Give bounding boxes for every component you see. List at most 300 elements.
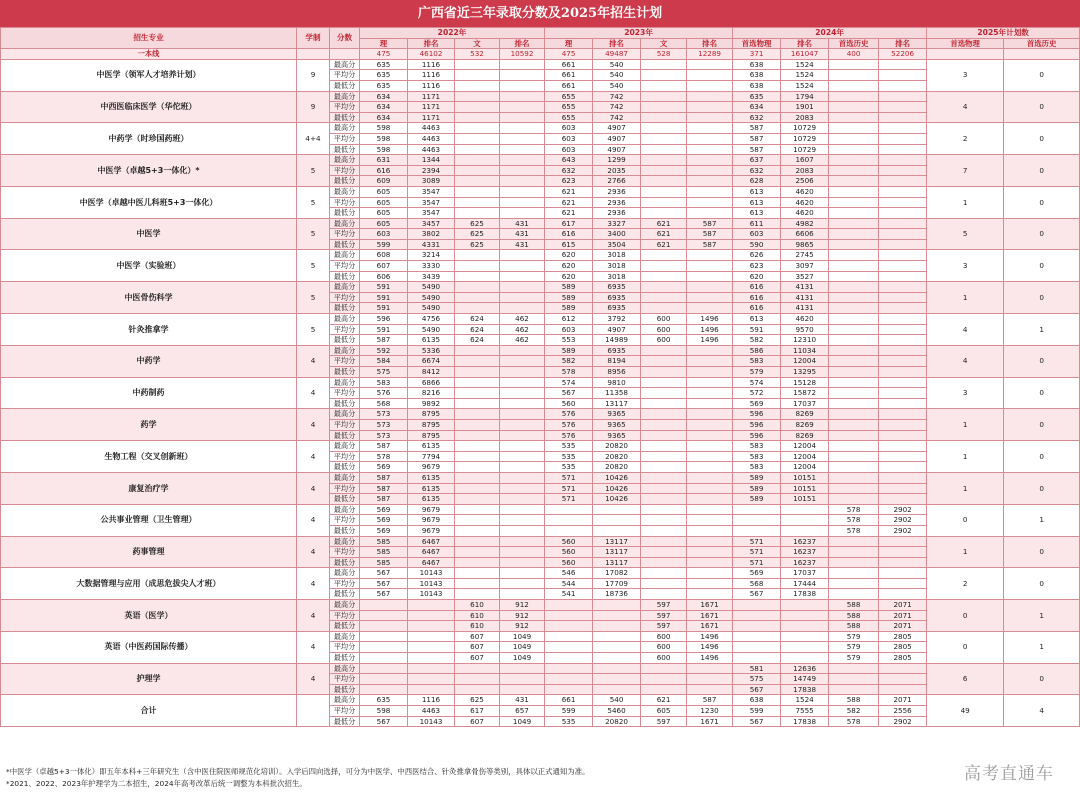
major-duration: 5: [297, 250, 330, 282]
score-cell: [829, 133, 879, 144]
table-row: [1, 663, 1080, 674]
score-cell: [687, 250, 733, 261]
major-duration: 4: [297, 504, 330, 536]
score-cell: 9679: [408, 525, 455, 536]
score-cell: 9892: [408, 398, 455, 409]
score-cell: [455, 578, 500, 589]
score-cell: [360, 600, 408, 611]
score-cell: 17838: [781, 589, 829, 600]
score-cell: 13117: [593, 547, 641, 558]
score-cell: 10151: [781, 472, 829, 483]
score-cell: [829, 557, 879, 568]
score-cell: 582: [545, 356, 593, 367]
note-2: *2021、2022、2023年护理学为二本招生，2024年高考改革后统一调整为本科批次招生。: [6, 779, 307, 788]
score-cell: 607: [455, 716, 500, 727]
score-type: 最高分: [330, 600, 360, 611]
score-cell: [781, 631, 829, 642]
score-cell: [500, 292, 545, 303]
score-cell: [641, 472, 687, 483]
score-type: 平均分: [330, 197, 360, 208]
major-name: 中医学（卓越5+3一体化）*: [1, 155, 297, 187]
score-cell: 13117: [593, 398, 641, 409]
baseline-value: 475: [360, 49, 408, 60]
score-cell: 635: [360, 80, 408, 91]
major-duration: 5: [297, 186, 330, 218]
score-cell: 1496: [687, 314, 733, 325]
score-cell: [687, 568, 733, 579]
score-cell: 3018: [593, 261, 641, 272]
score-cell: [829, 186, 879, 197]
plan-history: 0: [1004, 377, 1080, 409]
baseline-value: 161047: [781, 49, 829, 60]
score-cell: 603: [545, 324, 593, 335]
plan-physics: 1: [927, 536, 1004, 568]
score-cell: [687, 377, 733, 388]
table-row: [1, 218, 1080, 229]
score-cell: 589: [733, 472, 781, 483]
score-cell: 3327: [593, 218, 641, 229]
score-cell: 17838: [781, 716, 829, 727]
score-cell: 607: [360, 261, 408, 272]
score-cell: 624: [455, 335, 500, 346]
score-cell: 6935: [593, 303, 641, 314]
score-cell: 6866: [408, 377, 455, 388]
score-cell: [733, 515, 781, 526]
score-cell: [829, 250, 879, 261]
score-cell: 596: [733, 409, 781, 420]
score-cell: 9365: [593, 409, 641, 420]
score-cell: [829, 409, 879, 420]
score-cell: [687, 398, 733, 409]
subheader-sub2022-2: 文: [455, 38, 500, 49]
score-cell: 574: [733, 377, 781, 388]
score-cell: [455, 504, 500, 515]
score-cell: 535: [545, 441, 593, 452]
score-cell: [687, 409, 733, 420]
score-cell: [829, 102, 879, 113]
score-cell: [500, 91, 545, 102]
score-cell: 655: [545, 91, 593, 102]
score-cell: 3547: [408, 186, 455, 197]
score-cell: 583: [733, 356, 781, 367]
score-type: 平均分: [330, 578, 360, 589]
score-cell: 587: [687, 229, 733, 240]
table-row: [1, 568, 1080, 579]
score-cell: [879, 674, 927, 685]
score-type: 最高分: [330, 186, 360, 197]
score-cell: [879, 208, 927, 219]
score-cell: [545, 610, 593, 621]
score-cell: 560: [545, 536, 593, 547]
score-type: 最低分: [330, 525, 360, 536]
score-cell: [829, 536, 879, 547]
table-row: [1, 472, 1080, 483]
score-cell: 5460: [593, 706, 641, 717]
score-cell: [360, 621, 408, 632]
score-cell: 540: [593, 70, 641, 81]
score-cell: [879, 239, 927, 250]
score-cell: 431: [500, 239, 545, 250]
score-cell: [781, 515, 829, 526]
score-cell: [733, 610, 781, 621]
score-cell: [641, 155, 687, 166]
score-cell: 661: [545, 59, 593, 70]
score-cell: 4907: [593, 123, 641, 134]
score-cell: [500, 176, 545, 187]
score-cell: 12004: [781, 462, 829, 473]
score-cell: 9865: [781, 239, 829, 250]
score-cell: 597: [641, 621, 687, 632]
score-cell: 2071: [879, 695, 927, 706]
score-cell: 10143: [408, 589, 455, 600]
score-cell: 573: [360, 419, 408, 430]
score-cell: [879, 218, 927, 229]
score-cell: [500, 430, 545, 441]
score-cell: [641, 144, 687, 155]
score-cell: [641, 388, 687, 399]
score-cell: [455, 589, 500, 600]
major-duration: 9: [297, 91, 330, 123]
score-cell: 431: [500, 218, 545, 229]
score-cell: 572: [733, 388, 781, 399]
score-cell: [500, 557, 545, 568]
score-cell: [687, 208, 733, 219]
score-cell: 1671: [687, 600, 733, 611]
score-type: 平均分: [330, 674, 360, 685]
score-cell: 2071: [879, 621, 927, 632]
score-cell: [879, 462, 927, 473]
score-cell: 588: [829, 610, 879, 621]
score-cell: 2071: [879, 610, 927, 621]
score-cell: 621: [641, 695, 687, 706]
score-cell: 609: [360, 176, 408, 187]
table-row: [1, 631, 1080, 642]
plan-physics: 2: [927, 123, 1004, 155]
plan-physics: 4: [927, 345, 1004, 377]
score-cell: 591: [360, 292, 408, 303]
score-cell: [641, 684, 687, 695]
score-cell: [829, 430, 879, 441]
score-cell: [641, 176, 687, 187]
score-cell: 616: [733, 282, 781, 293]
score-cell: 1901: [781, 102, 829, 113]
subheader-sub2022-3: 排名: [500, 38, 545, 49]
score-cell: [829, 303, 879, 314]
score-cell: 6135: [408, 335, 455, 346]
score-type: 最低分: [330, 367, 360, 378]
score-cell: [781, 600, 829, 611]
plan-physics: 3: [927, 377, 1004, 409]
score-cell: [500, 271, 545, 282]
score-type: 最低分: [330, 494, 360, 505]
score-cell: 4982: [781, 218, 829, 229]
score-cell: 2083: [781, 165, 829, 176]
score-type: 最高分: [330, 631, 360, 642]
plan-history: 0: [1004, 186, 1080, 218]
score-cell: 8795: [408, 419, 455, 430]
header-plan-2025: 2025年计划数: [927, 28, 1080, 39]
subheader-sub2023-2: 文: [641, 38, 687, 49]
score-cell: 2766: [593, 176, 641, 187]
plan-physics: 3: [927, 250, 1004, 282]
brand-watermark: 高考直通车: [964, 764, 1054, 784]
score-type: 最低分: [330, 557, 360, 568]
score-cell: 1299: [593, 155, 641, 166]
score-type: 最高分: [330, 250, 360, 261]
score-cell: [500, 536, 545, 547]
score-cell: [455, 494, 500, 505]
plan-history: 0: [1004, 282, 1080, 314]
score-cell: 4620: [781, 197, 829, 208]
score-cell: [687, 59, 733, 70]
score-cell: [687, 578, 733, 589]
score-cell: [641, 70, 687, 81]
score-cell: 583: [733, 462, 781, 473]
score-cell: 3504: [593, 239, 641, 250]
score-cell: 431: [500, 229, 545, 240]
plan-history: 4: [1004, 695, 1080, 727]
score-cell: 589: [545, 282, 593, 293]
plan-history: 0: [1004, 441, 1080, 473]
score-cell: [641, 186, 687, 197]
score-cell: [500, 102, 545, 113]
score-cell: 569: [733, 568, 781, 579]
score-cell: [687, 144, 733, 155]
plan-physics: 5: [927, 218, 1004, 250]
score-cell: [500, 282, 545, 293]
table-row: [1, 186, 1080, 197]
score-cell: 1344: [408, 155, 455, 166]
score-cell: [593, 631, 641, 642]
score-cell: [455, 102, 500, 113]
score-cell: [733, 504, 781, 515]
score-cell: 585: [360, 547, 408, 558]
plan-history: 0: [1004, 218, 1080, 250]
score-cell: 1794: [781, 91, 829, 102]
score-cell: [641, 674, 687, 685]
score-cell: 1049: [500, 653, 545, 664]
score-cell: 4463: [408, 706, 455, 717]
score-cell: [593, 674, 641, 685]
score-cell: 616: [733, 292, 781, 303]
score-cell: [687, 684, 733, 695]
score-cell: 2506: [781, 176, 829, 187]
score-type: 平均分: [330, 610, 360, 621]
score-cell: 637: [733, 155, 781, 166]
score-cell: 576: [545, 419, 593, 430]
score-cell: 634: [360, 112, 408, 123]
score-cell: [879, 271, 927, 282]
score-cell: [500, 504, 545, 515]
plan-physics: 0: [927, 631, 1004, 663]
score-cell: [879, 335, 927, 346]
score-cell: 581: [733, 663, 781, 674]
score-cell: 655: [545, 102, 593, 113]
score-cell: 431: [500, 695, 545, 706]
score-cell: [641, 451, 687, 462]
table-row: [1, 441, 1080, 452]
score-type: 最高分: [330, 441, 360, 452]
major-duration: 5: [297, 314, 330, 346]
score-cell: 569: [360, 462, 408, 473]
score-cell: [879, 133, 927, 144]
score-cell: 605: [360, 208, 408, 219]
major-duration: 4: [297, 472, 330, 504]
score-cell: [455, 462, 500, 473]
score-cell: 16237: [781, 547, 829, 558]
score-cell: 578: [829, 716, 879, 727]
score-cell: 12310: [781, 335, 829, 346]
subheader-subplan-0: 首选物理: [927, 38, 1004, 49]
score-cell: [687, 133, 733, 144]
score-type: 最低分: [330, 462, 360, 473]
score-cell: [879, 536, 927, 547]
score-cell: 605: [641, 706, 687, 717]
score-cell: 3018: [593, 250, 641, 261]
subheader-sub2022-0: 理: [360, 38, 408, 49]
score-cell: 1171: [408, 112, 455, 123]
score-cell: 603: [545, 144, 593, 155]
score-cell: [455, 186, 500, 197]
plan-physics: 1: [927, 186, 1004, 218]
score-cell: 2902: [879, 716, 927, 727]
score-cell: 3018: [593, 271, 641, 282]
score-cell: [593, 663, 641, 674]
score-cell: [687, 515, 733, 526]
score-cell: [641, 133, 687, 144]
score-cell: 585: [360, 536, 408, 547]
score-cell: [641, 123, 687, 134]
score-cell: [879, 419, 927, 430]
score-cell: 4907: [593, 144, 641, 155]
score-cell: [641, 356, 687, 367]
score-cell: 2071: [879, 600, 927, 611]
score-cell: 587: [687, 239, 733, 250]
score-cell: 589: [733, 494, 781, 505]
score-cell: 596: [360, 314, 408, 325]
major-duration: 4: [297, 631, 330, 663]
score-cell: 610: [455, 610, 500, 621]
score-cell: [641, 462, 687, 473]
score-cell: [687, 303, 733, 314]
score-cell: [829, 356, 879, 367]
score-cell: [687, 557, 733, 568]
score-cell: 600: [641, 653, 687, 664]
score-cell: 625: [455, 229, 500, 240]
score-cell: [593, 515, 641, 526]
header-row: [1, 28, 1080, 39]
baseline-value: 532: [455, 49, 500, 60]
table-row: [1, 91, 1080, 102]
score-cell: [500, 398, 545, 409]
score-cell: [641, 578, 687, 589]
score-cell: [879, 80, 927, 91]
score-cell: [455, 367, 500, 378]
score-cell: [500, 589, 545, 600]
score-cell: 582: [733, 335, 781, 346]
score-cell: 912: [500, 610, 545, 621]
score-cell: 617: [455, 706, 500, 717]
score-cell: [593, 610, 641, 621]
table-row: [1, 282, 1080, 293]
score-cell: 632: [733, 112, 781, 123]
score-cell: [455, 515, 500, 526]
score-cell: 9570: [781, 324, 829, 335]
score-cell: 625: [455, 239, 500, 250]
score-cell: [455, 451, 500, 462]
score-cell: 600: [641, 642, 687, 653]
score-cell: [879, 589, 927, 600]
major-name: 英语（中医药国际传播）: [1, 631, 297, 663]
major-name: 中药学（时珍国药班）: [1, 123, 297, 155]
score-cell: 1524: [781, 59, 829, 70]
score-cell: 2805: [879, 631, 927, 642]
score-cell: [455, 112, 500, 123]
score-cell: 576: [545, 409, 593, 420]
major-duration: 4: [297, 441, 330, 473]
score-cell: 621: [641, 229, 687, 240]
score-cell: 657: [500, 706, 545, 717]
score-cell: [500, 367, 545, 378]
major-name: 中药制药: [1, 377, 297, 409]
score-cell: [455, 536, 500, 547]
major-name: 药学: [1, 409, 297, 441]
score-cell: 1496: [687, 653, 733, 664]
score-cell: 3457: [408, 218, 455, 229]
score-cell: 598: [360, 706, 408, 717]
major-duration: 4: [297, 600, 330, 632]
score-cell: [455, 176, 500, 187]
score-cell: [641, 250, 687, 261]
score-cell: 607: [455, 653, 500, 664]
score-cell: 12004: [781, 356, 829, 367]
score-type: 最高分: [330, 409, 360, 420]
score-cell: [360, 663, 408, 674]
baseline-empty: [330, 49, 360, 60]
score-cell: 1049: [500, 716, 545, 727]
score-cell: [455, 547, 500, 558]
score-cell: [545, 674, 593, 685]
score-cell: [829, 208, 879, 219]
notes: [6, 766, 589, 790]
score-type: 平均分: [330, 165, 360, 176]
score-type: 最高分: [330, 663, 360, 674]
score-cell: 5336: [408, 345, 455, 356]
score-cell: 912: [500, 621, 545, 632]
score-cell: [641, 303, 687, 314]
baseline-value: 49487: [593, 49, 641, 60]
score-cell: [545, 515, 593, 526]
score-cell: [829, 462, 879, 473]
score-cell: [879, 176, 927, 187]
plan-history: 1: [1004, 600, 1080, 632]
score-cell: 617: [545, 218, 593, 229]
score-cell: 620: [545, 271, 593, 282]
score-cell: [879, 388, 927, 399]
score-cell: 569: [360, 515, 408, 526]
score-cell: [500, 547, 545, 558]
score-cell: 912: [500, 600, 545, 611]
note-1: *中医学（卓越5+3一体化）即五年本科+三年研究生（含中医住院医师规范化培训）。入学后四向选择，可分为中医学、中西医结合、针灸推拿骨伤等类别，具体以正式通知为准。: [6, 767, 590, 776]
score-cell: 605: [360, 218, 408, 229]
score-cell: [500, 345, 545, 356]
score-type: 平均分: [330, 451, 360, 462]
score-cell: [733, 621, 781, 632]
score-cell: [829, 441, 879, 452]
score-cell: 8216: [408, 388, 455, 399]
score-cell: 8795: [408, 409, 455, 420]
score-cell: 613: [733, 186, 781, 197]
